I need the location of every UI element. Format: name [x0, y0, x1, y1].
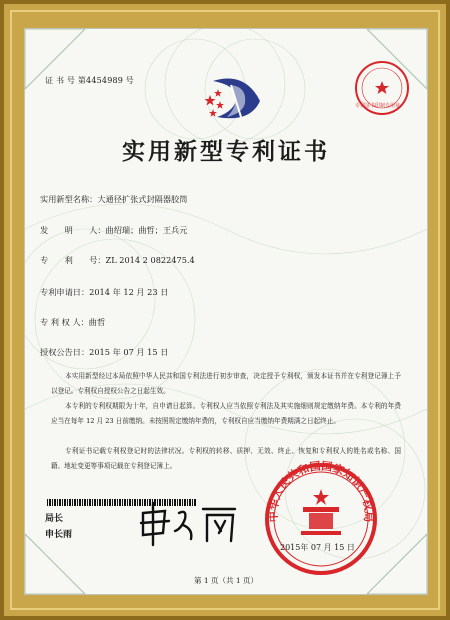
field-label: 专 利 权 人： — [40, 317, 89, 327]
paragraph-status: 专利证书记载专利权登记时的法律状况。专利权的转移、质押、无效、终止、恢复和专利权人的姓名或名称、国籍、地址变更等事项记载在专利登记簿上。 — [51, 447, 401, 470]
field-value: ZL 2014 2 0822475.4 — [105, 255, 195, 265]
field-label: 实用新型名称： — [40, 194, 98, 204]
seal-date: 2015年 07 月 15 日 — [280, 543, 355, 552]
field-row-inventors — [40, 225, 187, 236]
field-value: 曲哲 — [88, 317, 106, 327]
field-row-filing-date — [40, 287, 168, 298]
page-title: 实用新型专利证书 — [122, 138, 330, 165]
sipo-logo-icon — [205, 73, 267, 123]
field-row-patentee — [40, 317, 105, 328]
corner-stamp-text: 专利证书印制专用章 — [355, 103, 401, 109]
seal-text: 中华人民共和国国家知识产权局 — [266, 459, 376, 523]
field-label: 授权公告日： — [40, 347, 90, 357]
certificate-paper — [24, 28, 428, 595]
director-title: 局长 — [45, 514, 64, 524]
paragraph-grant: 本实用新型经过本局依照中华人民共和国专利法进行初步审查，决定授予专利权，颁发本证书并在专利登记簿上予以登记。专利权自授权公告之日起生效。 — [51, 372, 401, 395]
director-name: 申长雨 — [45, 530, 73, 540]
field-label: 专利申请日： — [40, 287, 90, 297]
page-footer: 第 1 页（共 1 页） — [193, 576, 259, 585]
official-seal-icon — [261, 459, 381, 579]
paragraph-term: 本专利的专利权期限为十年，自申请日起算。专利权人应当依照专利法及其实施细则规定缴纳年费。本专利的年费应当在每年 12 月 23 日前缴纳。未按照规定缴纳年费的，专利权自应当缴纳年费期满之日起终止。 — [51, 402, 401, 425]
field-value: 2014 年 12 月 23 日 — [89, 287, 169, 297]
field-value: 2015 年 07 月 15 日 — [89, 347, 169, 357]
field-value: 大通径扩张式封隔器胶筒 — [97, 194, 188, 204]
field-label: 发 明 人： — [40, 225, 106, 235]
certificate-number: 证 书 号 第4454989 号 — [45, 76, 135, 85]
field-row-patent-number — [40, 255, 195, 266]
field-row-grant-date — [40, 347, 168, 358]
field-label: 专 利 号： — [40, 255, 106, 265]
field-value: 曲绍瑞；曲哲；王兵元 — [105, 225, 188, 235]
director-signature-icon — [135, 499, 245, 549]
field-row-name — [40, 194, 187, 205]
